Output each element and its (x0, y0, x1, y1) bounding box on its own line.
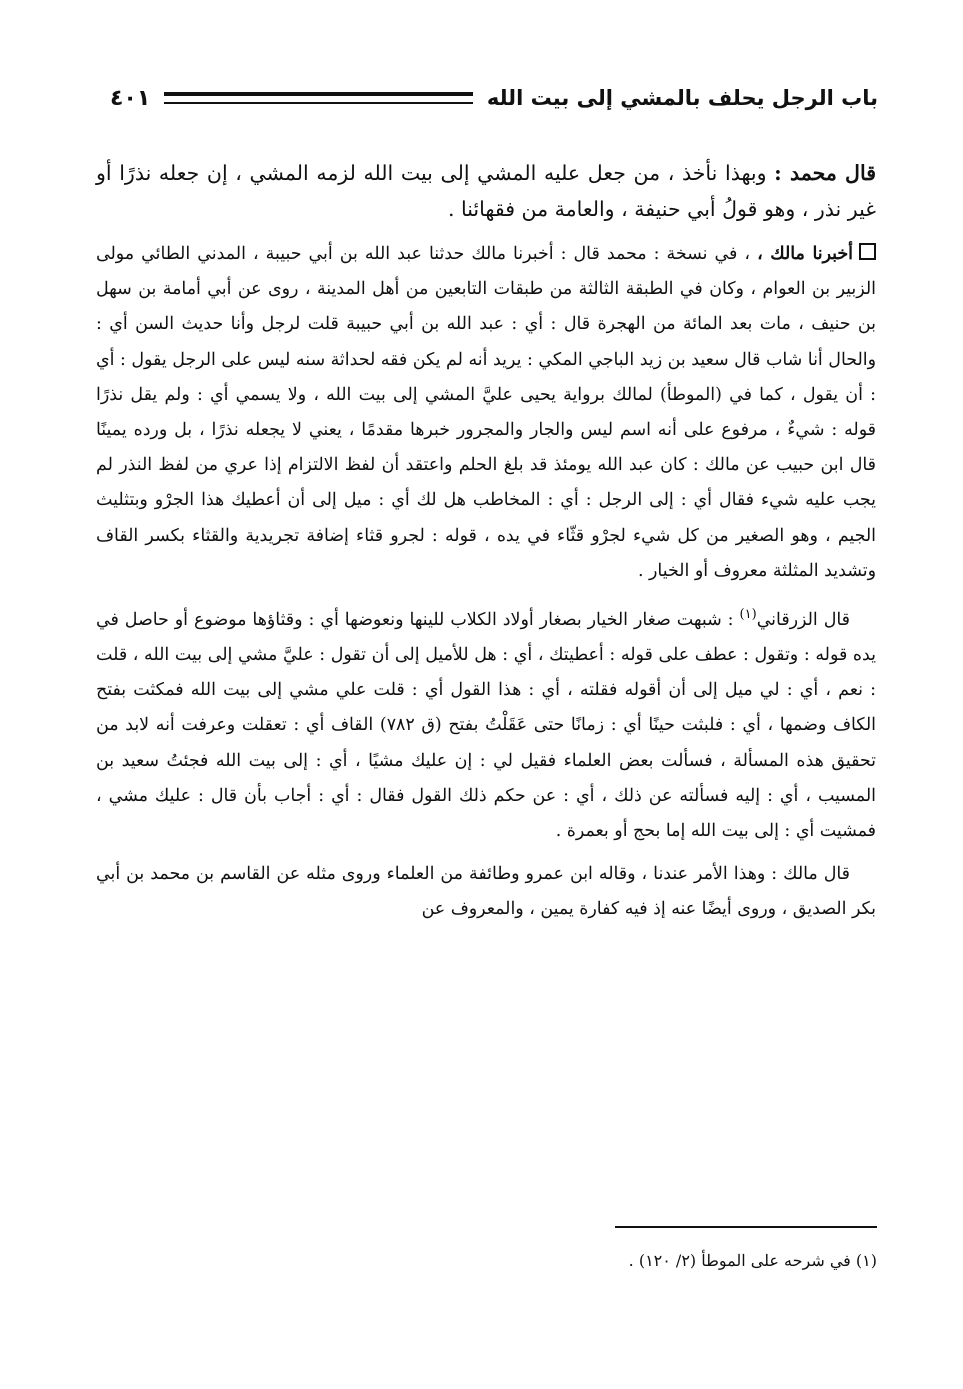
main-text (96, 155, 876, 936)
paragraph-2 (96, 237, 876, 589)
narration-label: أخبرنا مالك ، (757, 244, 854, 264)
paragraph-1-text: وبهذا نأخذ ، من جعل عليه المشي إلى بيت الله لزمه المشي ، إن جعله نذرًا أو غير نذر ، وهو قولُ أبي حنيفة ، والعامة من فقهائنا . (96, 161, 876, 221)
chapter-title: باب الرجل يحلف بالمشي إلى بيت الله (486, 86, 878, 110)
footnote: (١) في شرحه على الموطأ (٢/ ١٢٠) . (628, 1251, 877, 1270)
paragraph-3 (96, 597, 876, 849)
speaker-label: قال محمد : (774, 161, 876, 185)
footnote-reference[interactable]: (١) (739, 607, 757, 623)
footnote-rule (615, 1226, 877, 1228)
paragraph-4-text: قال مالك : وهذا الأمر عندنا ، وقاله ابن عمرو وطائفة من العلماء وروى مثله عن القاسم بن محمد بن أبي بكر الصديق ، وروى أيضًا عنه إذ فيه كفارة يمين ، والمعروف عن (96, 864, 876, 920)
header-rule (164, 92, 473, 104)
running-header (110, 78, 878, 118)
paragraph-3-lead: قال الزرقاني (756, 609, 850, 630)
paragraph-1 (96, 155, 876, 227)
paragraph-4 (96, 857, 876, 927)
paragraph-2-text: ، في نسخة : محمد قال : أخبرنا مالك حدثنا عبد الله بن أبي حبيبة ، المدني الطائي مولى الزبير بن العوام ، وكان في الطبقة الثالثة من طبقات التابعين من أهل المدينة ، روى عن أبي أمامة بن سهل بن حنيف ، مات بعد المائة من الهجرة قال : أي : عبد الله بن أبي حبيبة قلت لرجل وأنا حديث السن أي : والحال أنا شاب قال سعيد بن زيد الباجي المكي : يريد أنه لم يكن فقه لحداثة سنه ليس على الرجل يقول : أي : أن يقول ، كما في (الموطأ) لمالك برواية يحيى عليَّ المشي إلى بيت الله ، ولا يسمي أي : ولم يقل نذرًا قوله : شيءٌ ، مرفوع على أنه اسم ليس والجار والمجرور خبرها مقدمًا ، يعني لا يجعله نذرًا ، بل ورده يمينًا قال ابن حبيب عن مالك : كان عبد الله يومئذ قد بلغ الحلم واعتقد أن لفظ الالتزام إذا عري من لفظ النذر لم يجب عليه شيء فقال أي : إلى الرجل : أي : المخاطب هل لك أي : ميل إلى أن أعطيك هذا الجرْو وبتثليث الجيم ، وهو الصغير من كل شيء لجرْو قثّاء في يده ، قوله : لجرو قثاء إضافة تجريدية والقثاء بكسر القاف وتشديد المثلثة معروف أو الخيار . (96, 244, 876, 581)
page-number: ٤٠١ (110, 85, 151, 111)
paragraph-3-text: : شبهت صغار الخيار بصغار أولاد الكلاب للينها ونعوضها أي : وقثاؤها موضوع أو حاصل في يده قوله : وتقول : عطف على قوله : أعطيتك ، أي : هل للأميل إلى أن تقول : عليَّ مشي إلى بيت الله ، قلت : نعم ، أي : لي ميل إلى أن أقوله فقلته ، أي : هذا القول أي : قلت علي مشي إلى بيت الله فمكثت بفتح الكاف وضمها ، أي : فلبثت حينًا أي : زمانًا حتى عَقَلْتُ بفتح (ق ٧٨٢) القاف أي : تعقلت وعرفت أنه لابد من تحقيق هذه المسألة ، فسألت بعض العلماء فقيل لي : إن عليك مشيًا ، أي : إلى بيت الله فجئتُ سعيد بن المسيب ، أي : إليه فسألته عن ذلك ، أي : عن حكم ذلك القول فقال : أي : أجاب بأن قال : عليك مشي ، فمشيت أي : إلى بيت الله إما بحج أو بعمرة . (96, 609, 876, 842)
square-bullet-icon (859, 243, 876, 260)
